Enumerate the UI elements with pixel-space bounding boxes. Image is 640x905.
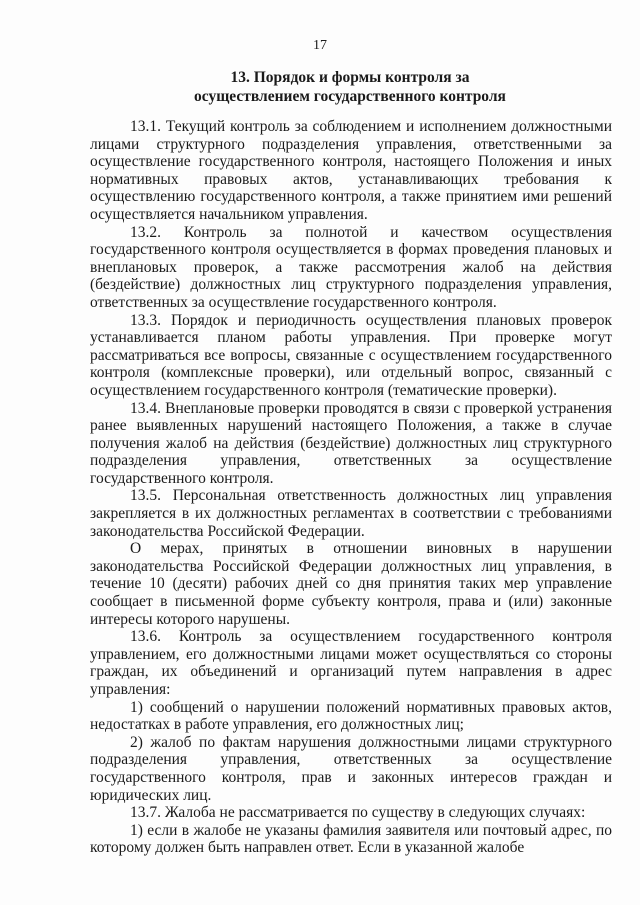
document-body	[90, 118, 612, 857]
paragraph-13-7: 13.7. Жалоба не рассматривается по существу в следующих случаях:	[130, 804, 586, 822]
paragraph-13-4: 13.4. Внеплановые проверки проводятся в связи с проверкой устранения ранее выявленных нарушений настоящего Положения, а также в случае получения жалоб на действия (бездействие) должностных лиц структурного подразделения управления, ответственных за осуществление государственного контроля.	[90, 399, 612, 487]
section-heading-line-1: 13. Порядок и формы контроля за	[230, 69, 470, 86]
paragraph-13-3: 13.3. Порядок и периодичность осуществления плановых проверок устанавливается планом работы управления. При проверке могут рассматриваться все вопросы, связанные с осуществлением государственного контроля (комплексные проверки), или отдельный вопрос, связанный с осуществлением государственного контроля (тематические проверки).	[90, 311, 612, 399]
paragraph-13-6: 13.6. Контроль за осуществлением государственного контроля управлением, его должностными лицами может осуществляться со стороны граждан, их объединений и организаций путем направления в адрес управления:	[90, 628, 612, 698]
paragraph-13-6-item-2: 2) жалоб по фактам нарушения должностными лицами структурного подразделения управления, ответственных за осуществление государственного контроля, прав и законных интересов граждан и юридических лиц.	[90, 733, 612, 804]
section-heading	[90, 68, 610, 106]
paragraph-measures: О мерах, принятых в отношении виновных в нарушении законодательства Российской Федерации должностных лиц управления, в течение 10 (десяти) рабочих дней со дня принятия таких мер управление сообщает в письменной форме субъекту контроля, права и (или) законные интересы которого нарушены.	[90, 540, 612, 628]
page-number: 17	[313, 38, 327, 53]
paragraph-13-5: 13.5. Персональная ответственность должностных лиц управления закрепляется в их должностных регламентах в соответствии с требованиями законодательства Российской Федерации.	[90, 487, 612, 540]
section-heading-line-2: осуществлением государственного контроля	[194, 88, 506, 105]
paragraph-13-1: 13.1. Текущий контроль за соблюдением и исполнением должностными лицами структурного подразделения управления, ответственными за осуществление государственного контроля, настоящего Положения и иных нормативных правовых актов, устанавливающих требования к осуществлению государственного контроля, а также принятием ими решений осуществляется начальником управления.	[90, 118, 612, 223]
paragraph-13-7-item-1: 1) если в жалобе не указаны фамилия заявителя или почтовый адрес, по которому должен быть направлен ответ. Если в указанной жалобе	[90, 821, 612, 857]
paragraph-13-6-item-1: 1) сообщений о нарушении положений нормативных правовых актов, недостатках в работе управления, его должностных лиц;	[90, 698, 612, 734]
paragraph-13-2: 13.2. Контроль за полнотой и качеством осуществления государственного контроля осуществляется в формах проведения плановых и внеплановых проверок, а также рассмотрения жалоб на действия (бездействие) должностных лиц структурного подразделения управления, ответственных за осуществление государственного контроля.	[90, 223, 612, 311]
